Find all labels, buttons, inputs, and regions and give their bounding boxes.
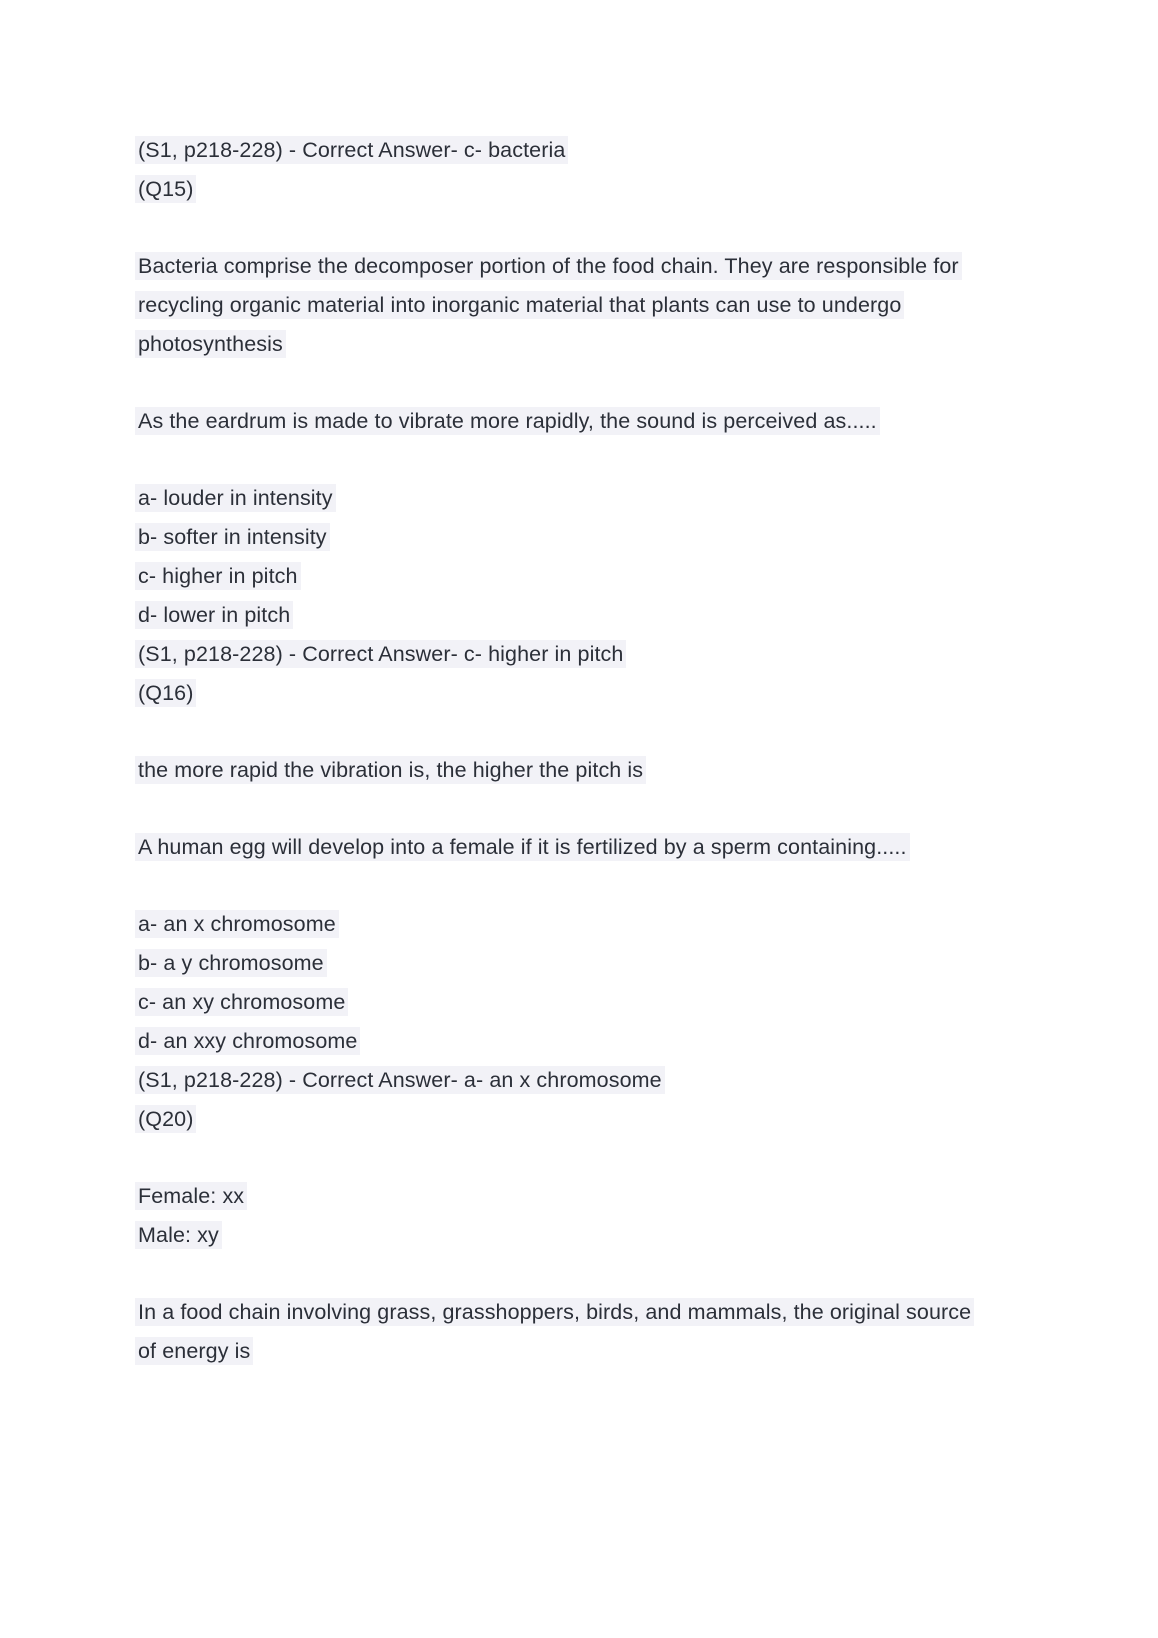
text-line — [135, 828, 980, 867]
explanation-block-pitch — [135, 751, 980, 790]
text-run: b- a y chromosome — [135, 949, 327, 977]
text-run: As the eardrum is made to vibrate more rapidly, the sound is perceived as..... — [135, 407, 880, 435]
choice-line-d — [135, 1022, 980, 1061]
text-run: (Q15) — [135, 175, 196, 203]
text-run: A human egg will develop into a female if it is fertilized by a sperm containing..... — [135, 833, 910, 861]
text-line — [135, 1293, 980, 1371]
choice-line-b — [135, 944, 980, 983]
text-run: a- louder in intensity — [135, 484, 336, 512]
question-block-human-egg — [135, 828, 980, 867]
choice-line-d — [135, 596, 980, 635]
text-line — [135, 402, 980, 441]
question-number-line — [135, 674, 980, 713]
text-line — [135, 131, 980, 170]
choice-line-c — [135, 557, 980, 596]
choices-block-eardrum — [135, 479, 980, 713]
text-run: d- lower in pitch — [135, 601, 293, 629]
choices-block-human-egg — [135, 905, 980, 1139]
question-block-food-chain — [135, 1293, 980, 1371]
choice-line-a — [135, 905, 980, 944]
explanation-block-sex-chromosomes — [135, 1177, 980, 1255]
choice-line-c — [135, 983, 980, 1022]
text-run: (S1, p218-228) - Correct Answer- c- bacteria — [135, 136, 568, 164]
explanation-block-bacteria — [135, 247, 980, 364]
document-body — [135, 131, 980, 1371]
text-run: Bacteria comprise the decomposer portion of the food chain. They are responsible for recycling organic material into inorganic material that plants can use to undergo photosynthesis — [135, 252, 962, 358]
text-run: a- an x chromosome — [135, 910, 339, 938]
text-line — [135, 751, 980, 790]
text-run: (Q16) — [135, 679, 196, 707]
question-block-eardrum — [135, 402, 980, 441]
answer-block-q15 — [135, 131, 980, 209]
text-run: the more rapid the vibration is, the higher the pitch is — [135, 756, 646, 784]
text-run: In a food chain involving grass, grasshoppers, birds, and mammals, the original source of energy is — [135, 1298, 974, 1365]
text-run: d- an xxy chromosome — [135, 1027, 360, 1055]
answer-line — [135, 1061, 980, 1100]
answer-line — [135, 635, 980, 674]
text-run: c- higher in pitch — [135, 562, 301, 590]
text-line — [135, 1216, 980, 1255]
text-run: c- an xy chromosome — [135, 988, 348, 1016]
text-line — [135, 1177, 980, 1216]
text-run: (S1, p218-228) - Correct Answer- a- an x chromosome — [135, 1066, 665, 1094]
choice-line-b — [135, 518, 980, 557]
text-run: b- softer in intensity — [135, 523, 330, 551]
choice-line-a — [135, 479, 980, 518]
text-run: (S1, p218-228) - Correct Answer- c- higher in pitch — [135, 640, 626, 668]
text-run: (Q20) — [135, 1105, 196, 1133]
text-line — [135, 247, 980, 364]
text-line — [135, 170, 980, 209]
question-number-line — [135, 1100, 980, 1139]
text-run: Female: xx — [135, 1182, 247, 1210]
text-run: Male: xy — [135, 1221, 222, 1249]
